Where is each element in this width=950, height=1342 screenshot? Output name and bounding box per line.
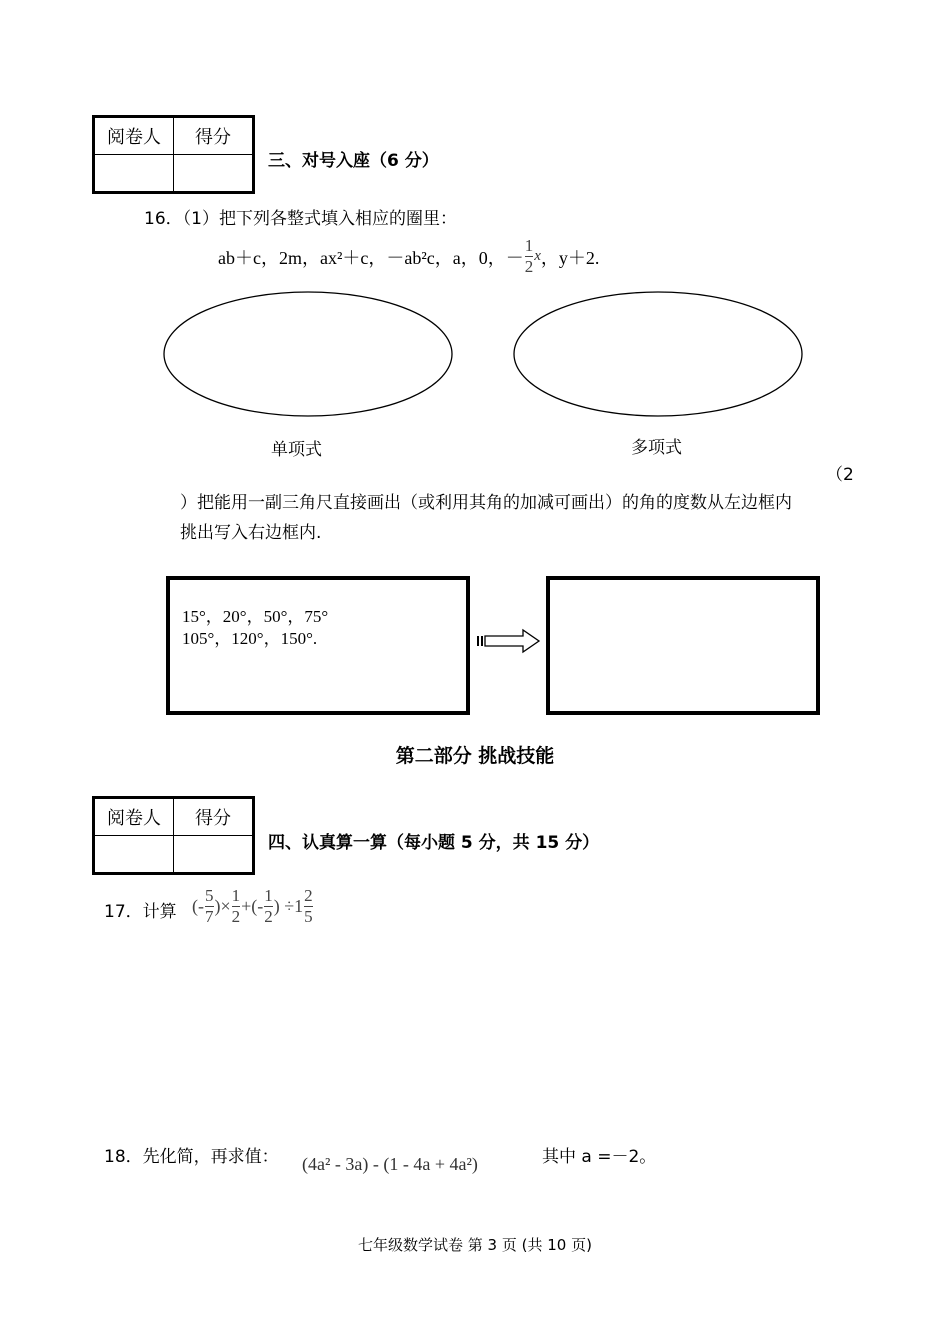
angles-answer-box[interactable] (546, 576, 820, 715)
monomial-label: 单项式 (271, 440, 322, 460)
polynomial-ellipse[interactable] (514, 292, 802, 416)
part2-heading: 第二部分 挑战技能 (395, 745, 555, 767)
part2-line1: ）把能用一副三角尺直接画出（或利用其角的加减可画出）的角的度数从左边框内 (180, 493, 792, 513)
score-header: 得分 (174, 798, 254, 836)
section3-title: 三、对号入座（6 分） (268, 151, 439, 171)
q17-label: 17．计算 (104, 902, 177, 922)
monomial-ellipse[interactable] (164, 292, 452, 416)
angles-source-box (166, 576, 470, 715)
q16-expressions: ab＋c，2m，ax²＋c，－ab²c，a，0，－ $\frac{1}{2}$ x ，y＋2. (218, 236, 600, 276)
q18-label: 18．先化简，再求值： (104, 1147, 279, 1167)
circles-diagram (160, 290, 810, 425)
q16-prompt: 16．（1）把下列各整式填入相应的圈里： (144, 209, 457, 229)
reviewer-cell[interactable] (94, 836, 174, 874)
q17-expression: (- $\frac{5}{7}$ )× $\frac{1}{2}$ +(- $\frac{1}{2}$ ) ÷1 $\frac{2}{5}$ (192, 886, 313, 926)
grade-table-section3 (92, 115, 255, 194)
score-header: 得分 (174, 117, 254, 155)
section4-title: 四、认真算一算（每小题 5 分，共 15 分） (268, 833, 600, 853)
score-cell[interactable] (174, 155, 254, 193)
part2-line2: 挑出写入右边框内. (180, 523, 322, 543)
angles-line1: 15°，20°，50°，75° (182, 607, 329, 626)
page-footer: 七年级数学试卷 第 3 页 (共 10 页) (358, 1236, 592, 1254)
angles-line2: 105°，120°，150°. (182, 629, 318, 648)
fraction-half: $\frac{1}{2}$ (524, 236, 534, 276)
grade-table-section4 (92, 796, 255, 875)
polynomial-label: 多项式 (631, 438, 682, 458)
part2-marker: （2 (826, 465, 854, 485)
reviewer-cell[interactable] (94, 155, 174, 193)
reviewer-header: 阅卷人 (94, 117, 174, 155)
reviewer-header: 阅卷人 (94, 798, 174, 836)
score-cell[interactable] (174, 836, 254, 874)
q18-expression: (4a² - 3a) - (1 - 4a + 4a²) (302, 1154, 478, 1174)
q18-condition: 其中 a =－2。 (542, 1147, 657, 1167)
right-arrow-icon (475, 628, 543, 654)
expression-list: ab＋c，2m，ax²＋c，－ab²c，a，0，－ (218, 247, 524, 268)
q17-answer-area[interactable] (100, 945, 850, 1125)
